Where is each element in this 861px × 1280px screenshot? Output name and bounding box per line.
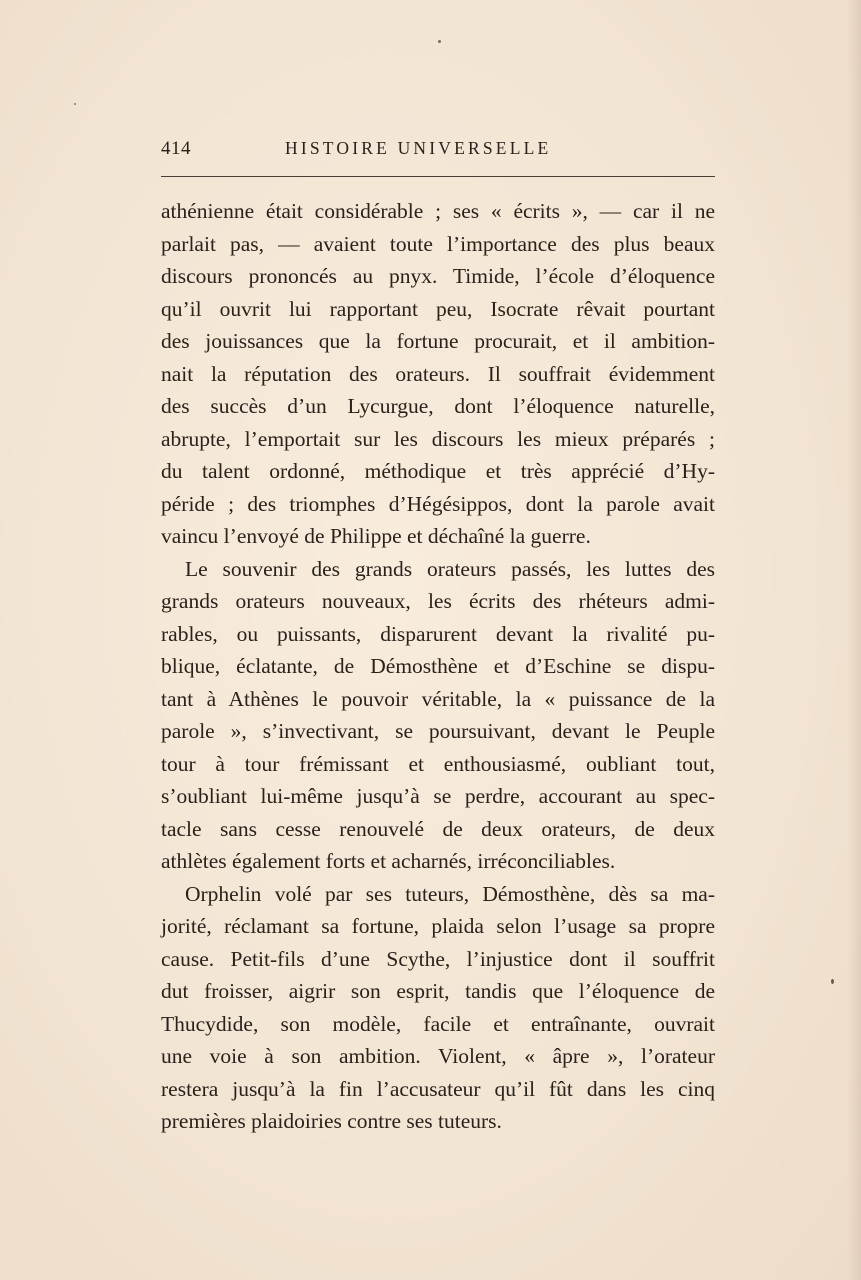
text-line: athlètes également forts et acharnés, irréconciliables. [161, 849, 616, 873]
text-line: du talent ordonné, méthodique et très apprécié d’Hy- [161, 459, 715, 483]
text-line: cause. Petit-fils d’une Scythe, l’injustice dont il souffrit [161, 946, 715, 971]
text-line: parole », s’invectivant, se poursuivant, devant le Peuple [161, 719, 715, 743]
text-line: premières plaidoiries contre ses tuteurs. [161, 1109, 502, 1133]
text-line: péride ; des triomphes d’Hégésippos, dont la parole avait [161, 491, 715, 516]
running-header [161, 136, 715, 166]
page-number: 414 [161, 138, 191, 159]
text-line: blique, éclatante, de Démosthène et d’Eschine se dispu- [161, 654, 715, 678]
paragraph [161, 195, 715, 553]
text-line: Thucydide, son modèle, facile et entraînante, ouvrait [161, 1011, 715, 1036]
text-line: grands orateurs nouveaux, les écrits des rhéteurs admi- [161, 589, 715, 613]
text-line: discours prononcés au pnyx. Timide, l’école d’éloquence [161, 264, 715, 288]
paragraph [161, 553, 715, 878]
text-line: une voie à son ambition. Violent, « âpre », l’orateur [161, 1044, 715, 1068]
header-rule [161, 176, 715, 177]
text-line: qu’il ouvrit lui rapportant peu, Isocrate rêvait pourtant [161, 296, 715, 321]
paper-speck [831, 979, 834, 984]
text-line: athénienne était considérable ; ses « écrits », — car il ne [161, 199, 715, 223]
paper-speck [438, 40, 441, 43]
text-line: restera jusqu’à la fin l’accusateur qu’il fût dans les cinq [161, 1076, 715, 1101]
text-line: vaincu l’envoyé de Philippe et déchaîné la guerre. [161, 524, 591, 548]
text-line: tour à tour frémissant et enthousiasmé, oubliant tout, [161, 751, 715, 776]
text-line: Le souvenir des grands orateurs passés, les luttes des [185, 556, 715, 581]
body-text [161, 195, 715, 1138]
text-line: tant à Athènes le pouvoir véritable, la « puissance de la [161, 686, 715, 711]
text-line: nait la réputation des orateurs. Il souffrait évidemment [161, 361, 715, 386]
text-line: Orphelin volé par ses tuteurs, Démosthène, dès sa ma- [185, 881, 715, 906]
text-line: rables, ou puissants, disparurent devant la rivalité pu- [161, 621, 715, 646]
paragraph [161, 878, 715, 1138]
text-line: jorité, réclamant sa fortune, plaida selon l’usage sa propre [161, 914, 715, 938]
text-line: tacle sans cesse renouvelé de deux orateurs, de deux [161, 816, 715, 841]
text-line: des jouissances que la fortune procurait, et il ambition- [161, 329, 715, 353]
paper-speck [74, 103, 76, 105]
text-line: des succès d’un Lycurgue, dont l’éloquence naturelle, [161, 394, 715, 418]
running-title: HISTOIRE UNIVERSELLE [285, 138, 552, 158]
page-edge-shadow [847, 0, 861, 1280]
text-line: parlait pas, — avaient toute l’importance des plus beaux [161, 231, 715, 256]
text-line: dut froisser, aigrir son esprit, tandis que l’éloquence de [161, 979, 715, 1003]
text-line: abrupte, l’emportait sur les discours les mieux préparés ; [161, 426, 715, 451]
text-line: s’oubliant lui-même jusqu’à se perdre, accourant au spec- [161, 784, 715, 808]
